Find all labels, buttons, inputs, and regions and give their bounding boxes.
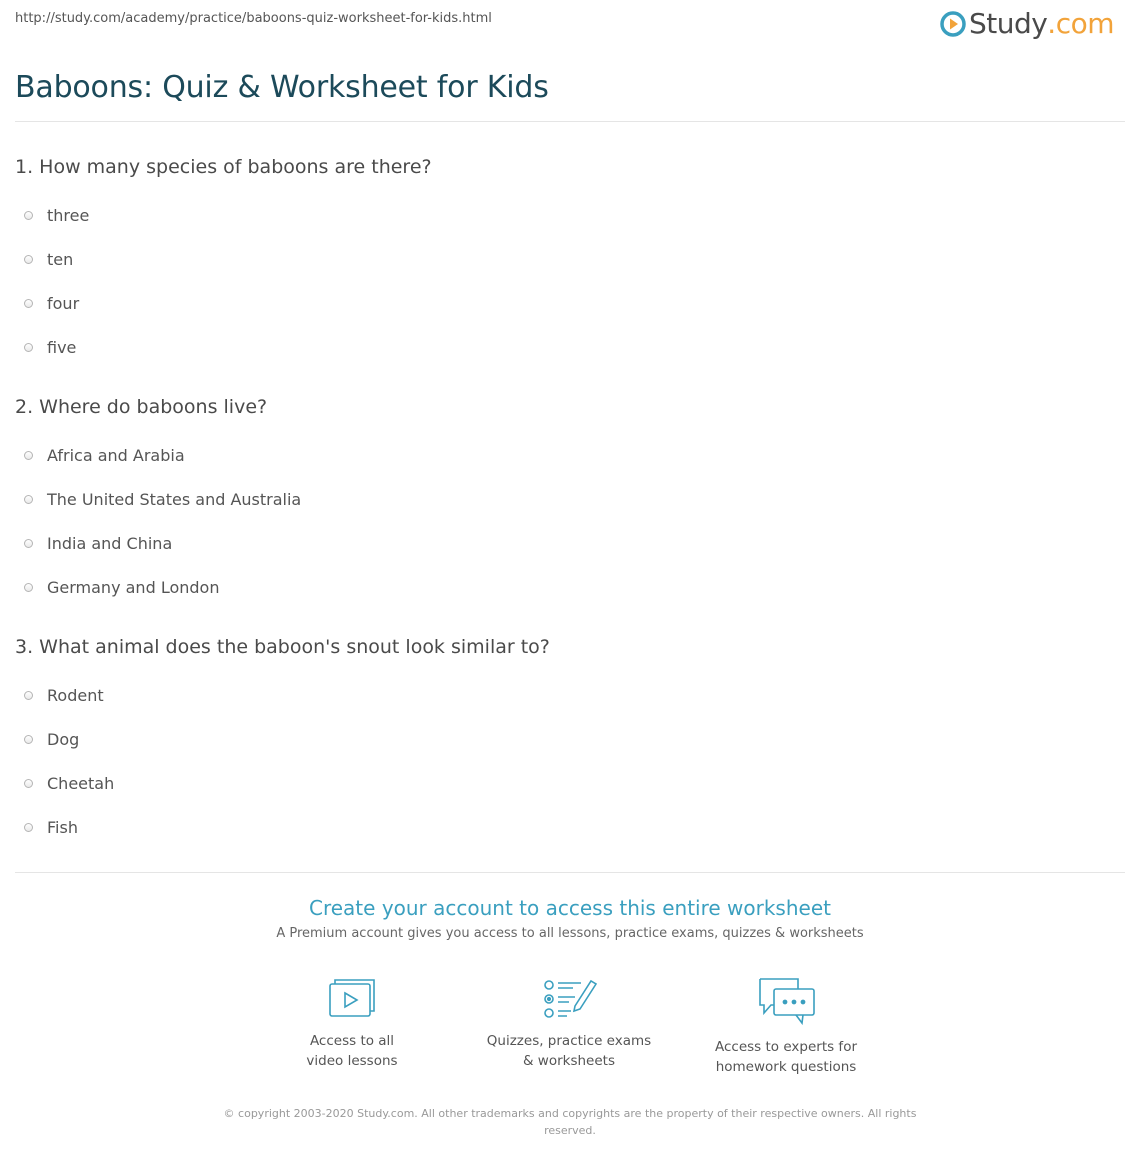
feature-video-lessons (242, 975, 462, 1071)
option-label: Fish (47, 817, 78, 837)
option-label: Dog (47, 729, 80, 749)
answer-option[interactable] (15, 237, 1115, 281)
answer-option[interactable] (15, 565, 1115, 609)
feature-line-2: & worksheets (522, 1053, 615, 1069)
feature-experts (676, 975, 896, 1077)
radio-button[interactable] (24, 211, 33, 220)
feature-line-2: homework questions (715, 1059, 857, 1075)
radio-button[interactable] (24, 583, 33, 592)
video-lessons-icon (326, 975, 378, 1021)
feature-line-1: Access to all (309, 1033, 395, 1049)
question-2 (15, 394, 1115, 609)
option-label: four (47, 293, 80, 313)
option-label: The United States and Australia (47, 489, 302, 509)
title-divider (15, 121, 1125, 122)
answer-option[interactable] (15, 673, 1115, 717)
feature-line-1: Access to experts for (714, 1039, 857, 1055)
logo-text: Study (968, 7, 1048, 40)
study-logo[interactable] (940, 7, 1114, 40)
quiz-checklist-icon (541, 975, 597, 1021)
option-label: three (47, 205, 90, 225)
radio-button[interactable] (24, 735, 33, 744)
question-text: 3. What animal does the baboon's snout look similar to? (15, 636, 550, 658)
answer-option[interactable] (15, 433, 1115, 477)
option-label: India and China (47, 533, 173, 553)
cta-divider (15, 872, 1125, 873)
radio-button[interactable] (24, 299, 33, 308)
radio-button[interactable] (24, 539, 33, 548)
feature-line-2: video lessons (306, 1053, 398, 1069)
radio-button[interactable] (24, 255, 33, 264)
page-title: Baboons: Quiz & Worksheet for Kids (15, 70, 549, 105)
radio-button[interactable] (24, 495, 33, 504)
cta-subtitle: A Premium account gives you access to all lessons, practice exams, quizzes & worksheets (276, 926, 864, 941)
feature-quizzes (459, 975, 679, 1071)
answer-option[interactable] (15, 193, 1115, 237)
page-url: http://study.com/academy/practice/baboons-quiz-worksheet-for-kids.html (15, 11, 492, 26)
chat-bubbles-icon (754, 975, 818, 1027)
answer-option[interactable] (15, 805, 1115, 849)
answer-option[interactable] (15, 281, 1115, 325)
answer-option[interactable] (15, 477, 1115, 521)
radio-button[interactable] (24, 451, 33, 460)
question-1 (15, 154, 1115, 369)
answer-option[interactable] (15, 521, 1115, 565)
answer-option[interactable] (15, 325, 1115, 369)
copyright-notice: © copyright 2003-2020 Study.com. All other trademarks and copyrights are the property of their respective owners. All rights reserved. (223, 1107, 917, 1137)
radio-button[interactable] (24, 779, 33, 788)
answer-option[interactable] (15, 717, 1115, 761)
question-text: 2. Where do baboons live? (15, 396, 268, 418)
option-label: Africa and Arabia (47, 445, 185, 465)
answer-option[interactable] (15, 761, 1115, 805)
option-label: five (47, 337, 77, 357)
option-label: Cheetah (47, 773, 115, 793)
create-account-link[interactable]: Create your account to access this entire worksheet (309, 896, 831, 920)
radio-button[interactable] (24, 823, 33, 832)
option-label: ten (47, 249, 74, 269)
option-label: Rodent (47, 685, 104, 705)
question-3 (15, 634, 1115, 849)
radio-button[interactable] (24, 343, 33, 352)
feature-line-1: Quizzes, practice exams (486, 1033, 652, 1049)
play-circle-icon (940, 11, 966, 37)
option-label: Germany and London (47, 577, 220, 597)
logo-dot-com: .com (1047, 7, 1114, 40)
question-text: 1. How many species of baboons are there? (15, 156, 432, 178)
radio-button[interactable] (24, 691, 33, 700)
